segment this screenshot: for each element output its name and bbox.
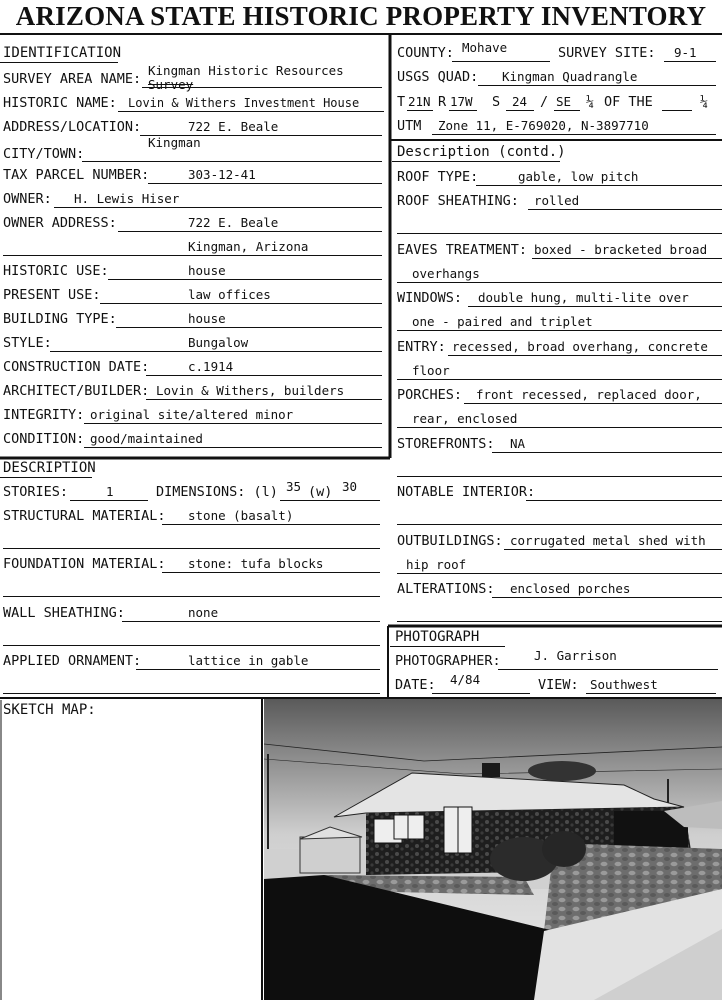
description-header: DESCRIPTION	[3, 460, 96, 476]
alterations-value: enclosed porches	[510, 581, 631, 596]
entry-value: recessed, broad overhang, concrete	[452, 339, 708, 354]
wall-sheathing-value: none	[188, 605, 219, 620]
present-use-row	[0, 282, 390, 306]
storefronts-label: STOREFRONTS:	[397, 436, 495, 452]
sketch-map-area	[0, 698, 262, 1000]
applied-ornament-row	[0, 648, 390, 672]
construction-date-label: CONSTRUCTION DATE:	[3, 359, 150, 375]
porches-value-2: rear, enclosed	[412, 411, 518, 426]
photo-date-value: 4/84	[450, 672, 481, 687]
township-value: 21N	[408, 94, 431, 109]
address-label: ADDRESS/LOCATION:	[3, 119, 142, 135]
owner-value: H. Lewis Hiser	[74, 191, 180, 206]
photo-date-label: DATE:	[395, 677, 436, 693]
sketch-map-label: SKETCH MAP:	[3, 702, 96, 718]
section-quarter-value: SE	[556, 94, 572, 109]
stories-value: 1	[106, 484, 114, 499]
architect-label: ARCHITECT/BUILDER:	[3, 383, 150, 399]
identification-header: IDENTIFICATION	[3, 45, 122, 61]
survey-area-label: SURVEY AREA NAME:	[3, 71, 142, 87]
notable-interior-row	[392, 479, 722, 503]
city-value: Kingman	[148, 135, 201, 150]
foundation-material-value: stone: tufa blocks	[188, 556, 324, 571]
description-contd-header: Description (contd.)	[397, 144, 566, 160]
tax-parcel-row	[0, 162, 390, 186]
eaves-row	[392, 237, 722, 261]
usgs-value: Kingman Quadrangle	[502, 69, 638, 84]
form-title: ARIZONA STATE HISTORIC PROPERTY INVENTORY	[15, 1, 707, 31]
section-label: S	[492, 94, 501, 110]
windows-row	[392, 285, 722, 309]
structural-material-value: stone (basalt)	[188, 508, 294, 523]
windows-label: WINDOWS:	[397, 290, 463, 306]
photo-date-row	[390, 672, 722, 696]
stories-label: STORIES:	[3, 484, 69, 500]
description-contd-section	[392, 140, 722, 626]
range-value: 17W	[450, 94, 473, 109]
building-type-label: BUILDING TYPE:	[3, 311, 117, 327]
roof-sheathing-row	[392, 188, 722, 212]
owner-label: OWNER:	[3, 191, 52, 207]
building-type-row	[0, 306, 390, 330]
notable-interior-label: NOTABLE INTERIOR:	[397, 484, 536, 500]
condition-row	[0, 426, 390, 450]
wall-sheathing-label: WALL SHEATHING:	[3, 605, 125, 621]
owner-address-row-2	[0, 234, 390, 258]
address-value: 722 E. Beale	[188, 119, 279, 134]
construction-date-row	[0, 354, 390, 378]
building-type-value: house	[188, 311, 226, 326]
foundation-material-row	[0, 551, 390, 575]
township-row	[392, 89, 722, 113]
survey-site-value: 9-1	[674, 45, 697, 60]
historic-name-label: HISTORIC NAME:	[3, 95, 117, 111]
entry-value-2: floor	[412, 363, 450, 378]
survey-area-row	[0, 63, 390, 92]
owner-address-label: OWNER ADDRESS:	[3, 215, 117, 231]
integrity-row	[0, 402, 390, 426]
eaves-label: EAVES TREATMENT:	[397, 242, 528, 258]
porches-row	[392, 382, 722, 406]
storefronts-blank-row	[392, 455, 722, 479]
style-row	[0, 330, 390, 354]
outbuildings-value-2: hip roof	[406, 557, 467, 572]
historic-use-value: house	[188, 263, 226, 278]
photo-view-value: Southwest	[590, 677, 658, 692]
entry-label: ENTRY:	[397, 339, 446, 355]
windows-row-2	[392, 309, 722, 333]
structural-material-label: STRUCTURAL MATERIAL:	[3, 508, 166, 524]
county-value: Mohave	[462, 40, 508, 55]
entry-row	[392, 334, 722, 358]
utm-label: UTM	[397, 118, 422, 134]
city-label: CITY/TOWN:	[3, 146, 85, 162]
foundation-material-label: FOUNDATION MATERIAL:	[3, 556, 166, 572]
usgs-row	[392, 64, 722, 88]
section-slash: /	[540, 94, 549, 110]
photographer-value: J. Garrison	[534, 648, 617, 663]
porches-label: PORCHES:	[397, 387, 463, 403]
integrity-value: original site/altered minor	[90, 407, 294, 422]
historic-use-row	[0, 258, 390, 282]
township-label: T	[397, 94, 406, 110]
entry-row-2	[392, 358, 722, 382]
dimensions-label: DIMENSIONS: (l)	[156, 484, 278, 500]
photographer-label: PHOTOGRAPHER:	[395, 653, 501, 669]
condition-label: CONDITION:	[3, 431, 85, 447]
photograph-header: PHOTOGRAPH	[395, 629, 480, 645]
structural-material-row	[0, 503, 390, 527]
owner-address-value-2: Kingman, Arizona	[188, 239, 309, 254]
roof-sheathing-label: ROOF SHEATHING:	[397, 193, 519, 209]
roof-sheathing-value: rolled	[534, 193, 580, 208]
alterations-blank-row	[392, 600, 722, 624]
quarter-mark-1: ¼	[586, 94, 595, 110]
construction-date-value: c.1914	[188, 359, 234, 374]
historic-name-row	[0, 90, 390, 114]
porches-value: front recessed, replaced door,	[476, 387, 702, 402]
architect-row	[0, 378, 390, 402]
county-row	[392, 40, 722, 64]
quarter-mark-2: ¼	[700, 94, 709, 110]
present-use-value: law offices	[188, 287, 271, 302]
style-value: Bungalow	[188, 335, 249, 350]
section-number-value: 24	[512, 94, 528, 109]
notable-blank-row	[392, 503, 722, 527]
present-use-label: PRESENT USE:	[3, 287, 101, 303]
integrity-label: INTEGRITY:	[3, 407, 85, 423]
roof-type-label: ROOF TYPE:	[397, 169, 479, 185]
alterations-label: ALTERATIONS:	[397, 581, 495, 597]
dimension-width-label: (w)	[308, 484, 333, 500]
architect-value: Lovin & Withers, builders	[156, 383, 345, 398]
storefronts-value: NA	[510, 436, 526, 451]
owner-address-row	[0, 210, 390, 234]
utm-value: Zone 11, E-769020, N-3897710	[438, 118, 649, 133]
survey-site-label: SURVEY SITE:	[558, 45, 656, 61]
style-label: STYLE:	[3, 335, 52, 351]
historic-name-value: Lovin & Withers Investment House	[128, 96, 360, 110]
ornament-blank-row	[0, 672, 390, 696]
tax-parcel-label: TAX PARCEL NUMBER:	[3, 167, 150, 183]
photograph-section	[390, 626, 722, 698]
city-row	[0, 135, 390, 162]
foundation-blank-row	[0, 575, 390, 599]
roof-blank-row	[392, 212, 722, 236]
structural-blank-row	[0, 527, 390, 551]
porches-row-2	[392, 406, 722, 430]
applied-ornament-label: APPLIED ORNAMENT:	[3, 653, 142, 669]
windows-value-2: one - paired and triplet	[412, 314, 593, 329]
utm-row	[392, 113, 722, 137]
owner-address-value: 722 E. Beale	[188, 215, 279, 230]
dimension-width-value: 30	[342, 479, 358, 494]
description-section	[0, 458, 390, 698]
usgs-label: USGS QUAD:	[397, 69, 479, 85]
outbuildings-value: corrugated metal shed with	[510, 533, 706, 548]
roof-type-row	[392, 164, 722, 188]
dimension-length-value: 35	[286, 479, 302, 494]
outbuildings-row-2	[392, 552, 722, 576]
applied-ornament-value: lattice in gable	[188, 653, 309, 668]
alterations-row	[392, 576, 722, 600]
wall-sheathing-row	[0, 600, 390, 624]
windows-value: double hung, multi-lite over	[478, 290, 689, 305]
of-the-label: OF THE	[604, 94, 653, 110]
outbuildings-row	[392, 528, 722, 552]
identification-section	[0, 34, 390, 458]
historic-use-label: HISTORIC USE:	[3, 263, 109, 279]
roof-type-value: gable, low pitch	[518, 169, 639, 184]
wall-blank-row	[0, 624, 390, 648]
condition-value: good/maintained	[90, 431, 203, 446]
stories-row	[0, 479, 390, 503]
outbuildings-label: OUTBUILDINGS:	[397, 533, 503, 549]
eaves-value-2: overhangs	[412, 266, 480, 281]
photo-view-label: VIEW:	[538, 677, 579, 693]
range-label: R	[438, 94, 447, 110]
photographer-row	[390, 648, 722, 672]
owner-row	[0, 186, 390, 210]
survey-area-value: Kingman Historic Resources	[148, 63, 344, 78]
property-photo	[264, 699, 722, 1000]
eaves-value: boxed - bracketed broad	[534, 242, 708, 257]
storefronts-row	[392, 431, 722, 455]
location-section	[392, 34, 722, 140]
survey-area-value-2: Survey	[148, 77, 194, 92]
tax-parcel-value: 303-12-41	[188, 167, 256, 182]
eaves-row-2	[392, 261, 722, 285]
county-label: COUNTY:	[397, 45, 454, 61]
